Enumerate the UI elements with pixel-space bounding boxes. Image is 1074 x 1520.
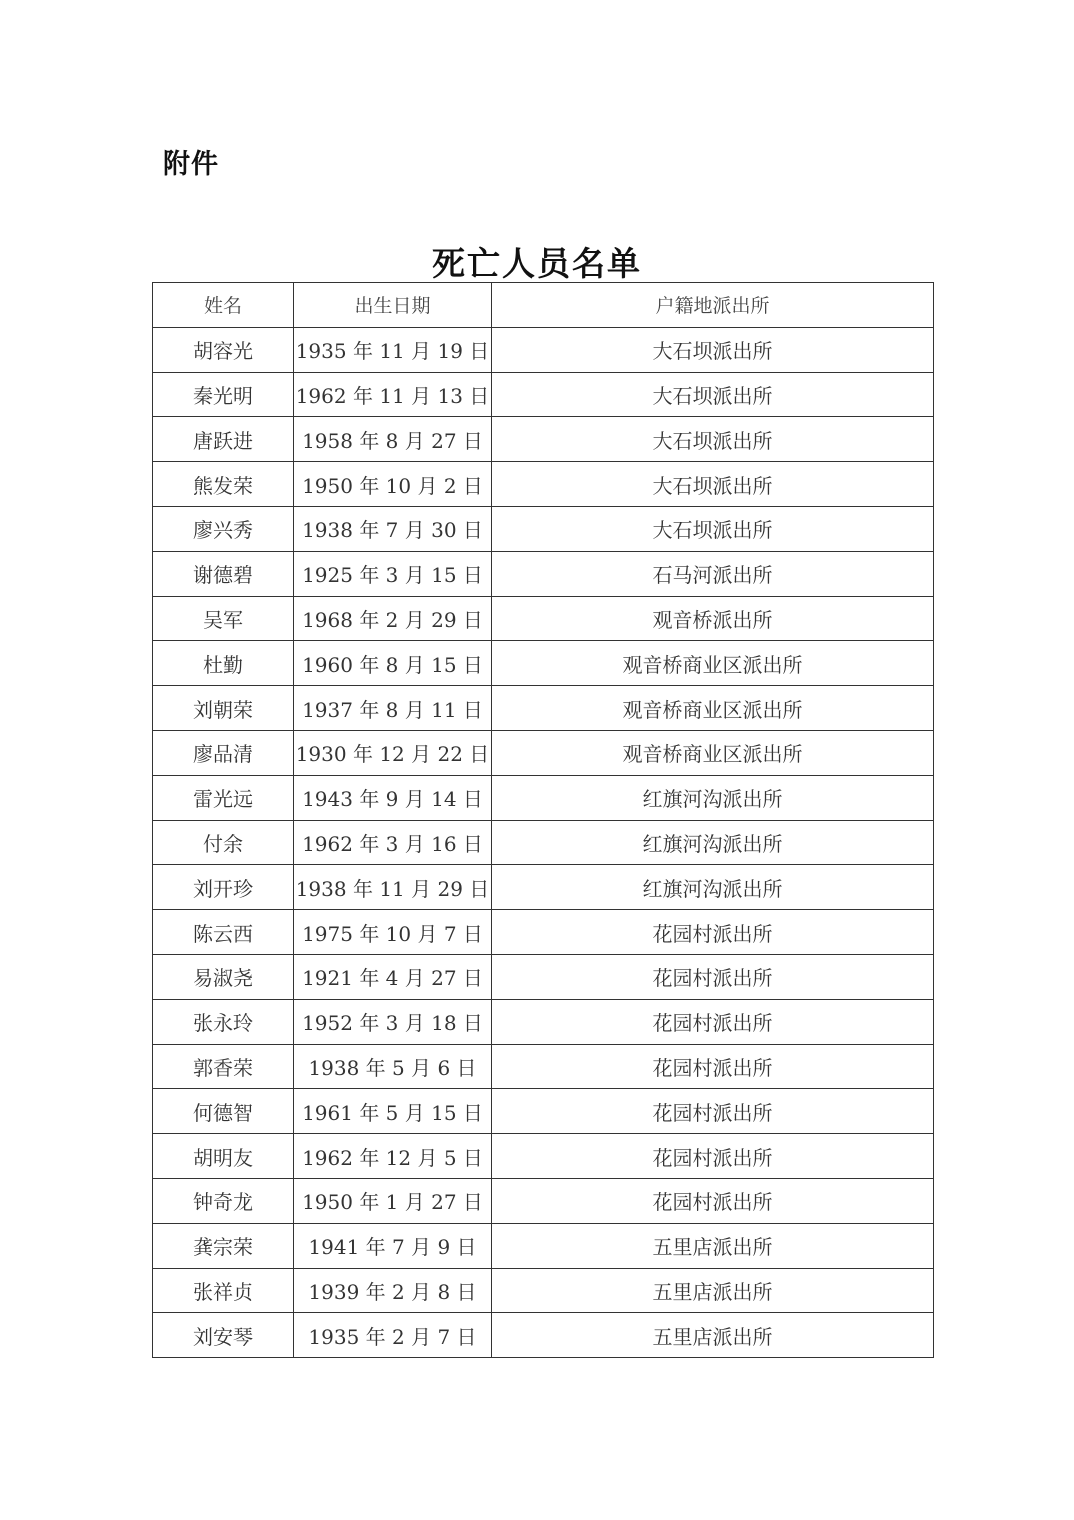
- cell-birth-date: 1968 年 2 月 29 日: [294, 596, 492, 641]
- cell-birth-date: 1952 年 3 月 18 日: [294, 999, 492, 1044]
- table-row: [153, 1089, 934, 1134]
- table-row: [153, 910, 934, 955]
- cell-name: 刘朝荣: [153, 686, 294, 731]
- cell-station: 花园村派出所: [492, 1178, 934, 1223]
- cell-name: 吴军: [153, 596, 294, 641]
- cell-name: 何德智: [153, 1089, 294, 1134]
- cell-birth-date: 1950 年 1 月 27 日: [294, 1178, 492, 1223]
- cell-station: 大石坝派出所: [492, 462, 934, 507]
- cell-station: 花园村派出所: [492, 954, 934, 999]
- header-name: 姓名: [153, 283, 294, 328]
- cell-name: 熊发荣: [153, 462, 294, 507]
- table-row: [153, 865, 934, 910]
- cell-name: 易淑尧: [153, 954, 294, 999]
- cell-birth-date: 1943 年 9 月 14 日: [294, 775, 492, 820]
- cell-birth-date: 1937 年 8 月 11 日: [294, 686, 492, 731]
- cell-name: 付余: [153, 820, 294, 865]
- deceased-roster-table: [152, 282, 934, 1358]
- cell-birth-date: 1938 年 11 月 29 日: [294, 865, 492, 910]
- table-row: [153, 551, 934, 596]
- cell-birth-date: 1935 年 11 月 19 日: [294, 327, 492, 372]
- table-row: [153, 596, 934, 641]
- cell-birth-date: 1962 年 3 月 16 日: [294, 820, 492, 865]
- cell-birth-date: 1962 年 11 月 13 日: [294, 372, 492, 417]
- cell-station: 大石坝派出所: [492, 506, 934, 551]
- cell-birth-date: 1950 年 10 月 2 日: [294, 462, 492, 507]
- page-title: 死亡人员名单: [432, 244, 642, 283]
- table-row: [153, 462, 934, 507]
- cell-station: 红旗河沟派出所: [492, 775, 934, 820]
- cell-name: 张祥贞: [153, 1268, 294, 1313]
- cell-station: 观音桥派出所: [492, 596, 934, 641]
- cell-birth-date: 1930 年 12 月 22 日: [294, 730, 492, 775]
- table-row: [153, 1134, 934, 1179]
- cell-station: 红旗河沟派出所: [492, 865, 934, 910]
- table-row: [153, 686, 934, 731]
- table-row: [153, 417, 934, 462]
- cell-birth-date: 1961 年 5 月 15 日: [294, 1089, 492, 1134]
- cell-name: 郭香荣: [153, 1044, 294, 1089]
- cell-name: 唐跃进: [153, 417, 294, 462]
- table-row: [153, 954, 934, 999]
- cell-station: 大石坝派出所: [492, 372, 934, 417]
- cell-name: 陈云西: [153, 910, 294, 955]
- table-row: [153, 327, 934, 372]
- cell-birth-date: 1925 年 3 月 15 日: [294, 551, 492, 596]
- cell-station: 花园村派出所: [492, 1044, 934, 1089]
- cell-station: 观音桥商业区派出所: [492, 641, 934, 686]
- header-birth-date: 出生日期: [294, 283, 492, 328]
- cell-station: 花园村派出所: [492, 910, 934, 955]
- cell-name: 胡容光: [153, 327, 294, 372]
- cell-station: 花园村派出所: [492, 1089, 934, 1134]
- attachment-label: 附件: [163, 149, 219, 180]
- cell-birth-date: 1935 年 2 月 7 日: [294, 1313, 492, 1358]
- cell-birth-date: 1938 年 5 月 6 日: [294, 1044, 492, 1089]
- cell-station: 红旗河沟派出所: [492, 820, 934, 865]
- cell-name: 廖品清: [153, 730, 294, 775]
- cell-birth-date: 1975 年 10 月 7 日: [294, 910, 492, 955]
- cell-station: 五里店派出所: [492, 1313, 934, 1358]
- table-row: [153, 820, 934, 865]
- cell-name: 胡明友: [153, 1134, 294, 1179]
- cell-station: 石马河派出所: [492, 551, 934, 596]
- cell-name: 雷光远: [153, 775, 294, 820]
- cell-station: 观音桥商业区派出所: [492, 686, 934, 731]
- cell-birth-date: 1921 年 4 月 27 日: [294, 954, 492, 999]
- table-body: [153, 327, 934, 1357]
- table-row: [153, 1223, 934, 1268]
- table-row: [153, 999, 934, 1044]
- cell-station: 花园村派出所: [492, 1134, 934, 1179]
- cell-name: 张永玲: [153, 999, 294, 1044]
- cell-birth-date: 1960 年 8 月 15 日: [294, 641, 492, 686]
- table-row: [153, 1044, 934, 1089]
- cell-station: 花园村派出所: [492, 999, 934, 1044]
- table-row: [153, 1313, 934, 1358]
- cell-station: 大石坝派出所: [492, 327, 934, 372]
- cell-name: 刘安琴: [153, 1313, 294, 1358]
- cell-station: 观音桥商业区派出所: [492, 730, 934, 775]
- table-row: [153, 372, 934, 417]
- table-header-row: [153, 283, 934, 328]
- cell-birth-date: 1939 年 2 月 8 日: [294, 1268, 492, 1313]
- table-row: [153, 1268, 934, 1313]
- cell-name: 龚宗荣: [153, 1223, 294, 1268]
- cell-name: 秦光明: [153, 372, 294, 417]
- cell-name: 刘开珍: [153, 865, 294, 910]
- table-row: [153, 506, 934, 551]
- cell-birth-date: 1958 年 8 月 27 日: [294, 417, 492, 462]
- table-row: [153, 641, 934, 686]
- cell-station: 五里店派出所: [492, 1268, 934, 1313]
- cell-name: 杜勤: [153, 641, 294, 686]
- cell-name: 钟奇龙: [153, 1178, 294, 1223]
- table-row: [153, 1178, 934, 1223]
- table-row: [153, 775, 934, 820]
- cell-birth-date: 1938 年 7 月 30 日: [294, 506, 492, 551]
- cell-station: 五里店派出所: [492, 1223, 934, 1268]
- cell-name: 廖兴秀: [153, 506, 294, 551]
- table-row: [153, 730, 934, 775]
- cell-birth-date: 1962 年 12 月 5 日: [294, 1134, 492, 1179]
- cell-name: 谢德碧: [153, 551, 294, 596]
- header-station: 户籍地派出所: [492, 283, 934, 328]
- cell-birth-date: 1941 年 7 月 9 日: [294, 1223, 492, 1268]
- cell-station: 大石坝派出所: [492, 417, 934, 462]
